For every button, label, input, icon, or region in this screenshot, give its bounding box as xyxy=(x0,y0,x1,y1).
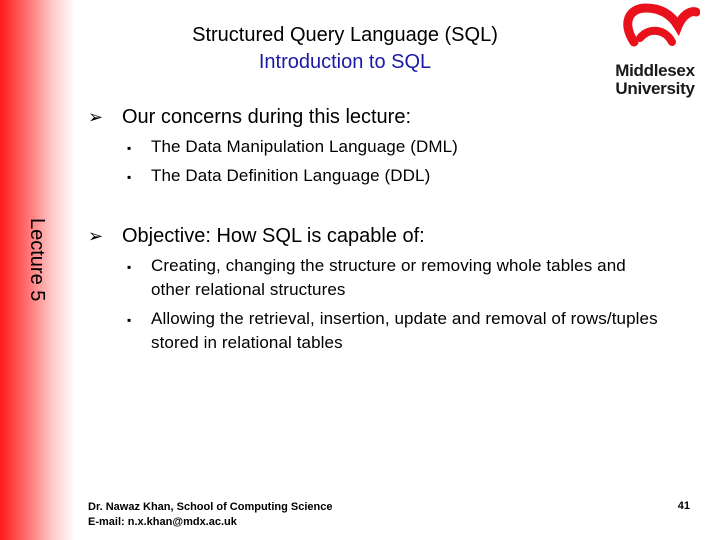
logo-wordmark xyxy=(610,62,700,98)
footer-author: Dr. Nawaz Khan, School of Computing Science xyxy=(88,501,333,513)
square-bullet-icon: ▪ xyxy=(127,313,132,327)
sub-item-text: The Data Manipulation Language (DML) xyxy=(151,137,458,156)
lecture-label: Lecture 5 xyxy=(26,218,48,302)
square-bullet-icon: ▪ xyxy=(127,260,132,274)
square-bullet-icon: ▪ xyxy=(127,170,132,184)
sub-item-dml xyxy=(127,135,661,160)
bullet-text: Objective: How SQL is capable of: xyxy=(122,225,425,247)
slide-title xyxy=(120,22,570,76)
title-line-2: Introduction to SQL xyxy=(258,51,432,73)
bullet-concerns xyxy=(88,105,411,129)
sub-item-allowing xyxy=(127,307,661,355)
arrow-bullet-icon: ➢ xyxy=(88,226,104,246)
bullet-objective xyxy=(88,224,425,248)
sub-item-creating xyxy=(127,254,661,302)
sub-item-text: Allowing the retrieval, insertion, update and removal of rows/tuples stored in relational tables xyxy=(151,309,658,352)
square-bullet-icon: ▪ xyxy=(127,141,132,155)
sub-item-ddl xyxy=(127,164,661,189)
sub-item-text: Creating, changing the structure or removing whole tables and other relational structures xyxy=(151,256,626,299)
bullet-text: Our concerns during this lecture: xyxy=(122,106,412,128)
footer-author-block xyxy=(88,500,332,530)
logo-line-2: University xyxy=(615,79,695,98)
footer-email: E-mail: n.x.khan@mdx.ac.uk xyxy=(88,516,237,528)
title-line-1: Structured Query Language (SQL) xyxy=(192,24,498,46)
arrow-bullet-icon: ➢ xyxy=(88,107,104,127)
page-number: 41 xyxy=(677,500,690,512)
sub-item-text: The Data Definition Language (DDL) xyxy=(151,166,431,185)
logo-line-1: Middlesex xyxy=(615,61,695,80)
